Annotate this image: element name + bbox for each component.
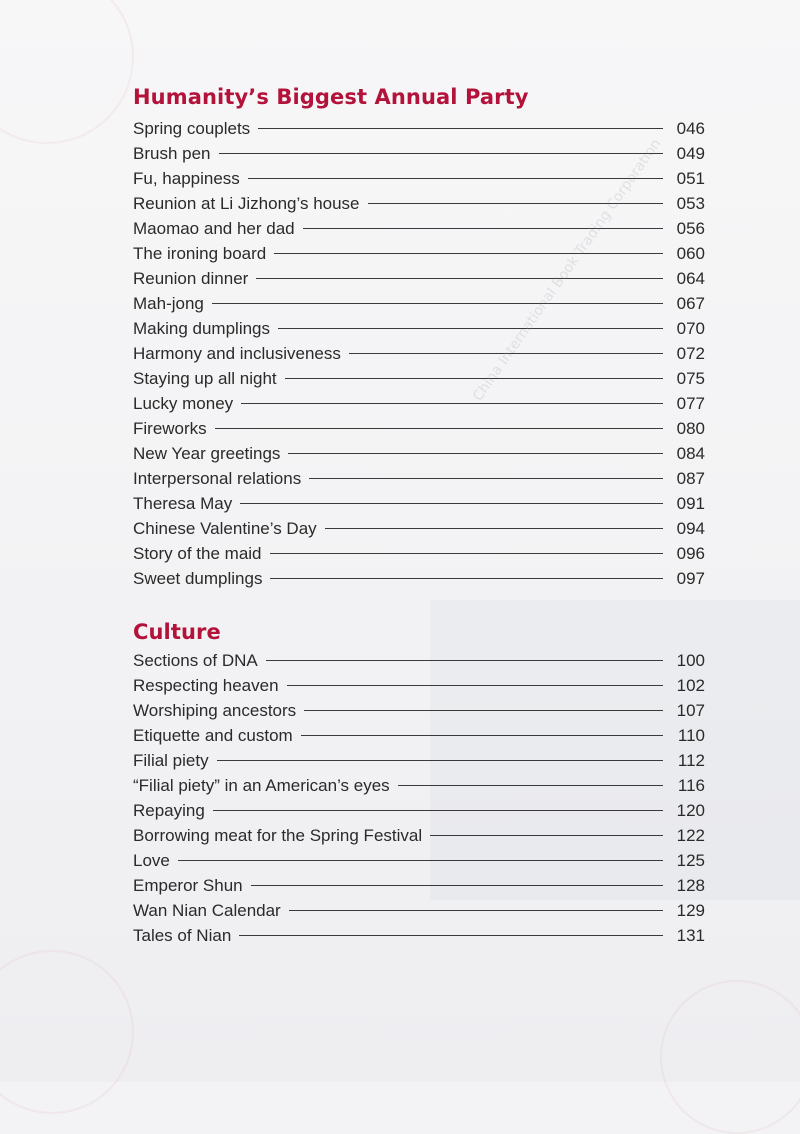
toc-entry-page: 094 — [676, 518, 705, 538]
leader-line — [213, 810, 663, 811]
toc-entry — [133, 898, 705, 923]
toc-entry-page: 110 — [677, 725, 705, 745]
toc-entry-label: Wan Nian Calendar — [133, 900, 281, 920]
leader-line — [303, 228, 663, 229]
toc-entry-page: 120 — [676, 800, 705, 820]
toc-entry-label: Tales of Nian — [133, 925, 232, 945]
section-title-party: Humanity’s Biggest Annual Party — [133, 85, 529, 109]
leader-line — [248, 178, 663, 179]
leader-line — [212, 303, 663, 304]
toc-entry-label: Borrowing meat for the Spring Festival — [133, 825, 423, 845]
toc-entry-page: 049 — [676, 143, 705, 163]
toc-entry-page: 053 — [676, 193, 705, 213]
toc-entry-label: Fireworks — [133, 418, 207, 438]
toc-entry — [133, 723, 705, 748]
toc-entry-label: Maomao and her dad — [133, 218, 295, 238]
toc-entry-label: Fu, happiness — [133, 168, 240, 188]
toc-entry-page: 072 — [676, 343, 705, 363]
toc-entry — [133, 541, 705, 566]
toc-entry-label: Chinese Valentine’s Day — [133, 518, 317, 538]
toc-entry-label: Making dumplings — [133, 318, 271, 338]
leader-line — [304, 710, 663, 711]
leader-line — [241, 403, 663, 404]
toc-entry-page: 084 — [676, 443, 705, 463]
toc-entry — [133, 516, 705, 541]
toc-entry — [133, 491, 705, 516]
leader-line — [266, 660, 663, 661]
toc-entry-page: 128 — [676, 875, 705, 895]
toc-entry-label: The ironing board — [133, 243, 267, 263]
toc-entry-label: Story of the maid — [133, 543, 262, 563]
toc-entry-label: Repaying — [133, 800, 205, 820]
leader-line — [215, 428, 663, 429]
watermark: China International Book Trading Corporation — [470, 136, 665, 405]
leader-line — [285, 378, 663, 379]
toc-entry — [133, 823, 705, 848]
leader-line — [309, 478, 663, 479]
leader-line — [398, 785, 663, 786]
toc-entry — [133, 748, 705, 773]
toc-entry-page: 112 — [677, 750, 705, 770]
toc-entry-label: Interpersonal relations — [133, 468, 302, 488]
leader-line — [287, 685, 663, 686]
toc-entry-label: Staying up all night — [133, 368, 277, 388]
toc-entry-page: 107 — [676, 700, 705, 720]
toc-entry — [133, 341, 705, 366]
toc-entry-page: 131 — [676, 925, 705, 945]
leader-line — [270, 578, 663, 579]
leader-line — [301, 735, 663, 736]
toc-entry-page: 080 — [676, 418, 705, 438]
toc-entry-page: 077 — [676, 393, 705, 413]
toc-entry-label: Emperor Shun — [133, 875, 243, 895]
toc-entry-page: 100 — [676, 650, 705, 670]
toc-entry-page: 046 — [676, 118, 705, 138]
leader-line — [274, 253, 663, 254]
toc-entry — [133, 773, 705, 798]
leader-line — [258, 128, 663, 129]
toc-entry — [133, 466, 705, 491]
toc-entry-label: Harmony and inclusiveness — [133, 343, 341, 363]
toc-entry-label: Spring couplets — [133, 118, 251, 138]
leader-line — [288, 453, 663, 454]
toc-entry-page: 125 — [676, 850, 705, 870]
toc-entry-page: 116 — [677, 775, 705, 795]
toc-entry-label: Filial piety — [133, 750, 209, 770]
toc-entry — [133, 441, 705, 466]
leader-line — [239, 935, 663, 936]
toc-entry-label: New Year greetings — [133, 443, 281, 463]
toc-entry — [133, 291, 705, 316]
leader-line — [217, 760, 663, 761]
toc-entry — [133, 873, 705, 898]
toc-list-culture — [133, 648, 705, 948]
toc-entry — [133, 116, 705, 141]
toc-entry-label: Theresa May — [133, 493, 233, 513]
toc-entry-label: Worshiping ancestors — [133, 700, 297, 720]
toc-entry-page: 097 — [676, 568, 705, 588]
toc-entry — [133, 416, 705, 441]
leader-line — [278, 328, 663, 329]
toc-entry — [133, 923, 705, 948]
toc-entry-label: Lucky money — [133, 393, 234, 413]
decorative-flourish — [0, 0, 134, 144]
toc-entry-page: 067 — [676, 293, 705, 313]
toc-entry-page: 122 — [676, 825, 705, 845]
toc-entry — [133, 848, 705, 873]
leader-line — [256, 278, 663, 279]
toc-entry-page: 096 — [676, 543, 705, 563]
toc-entry-label: Sweet dumplings — [133, 568, 263, 588]
leader-line — [219, 153, 664, 154]
toc-entry-page: 129 — [676, 900, 705, 920]
decorative-flourish — [0, 950, 134, 1114]
toc-entry-page: 091 — [676, 493, 705, 513]
leader-line — [430, 835, 663, 836]
toc-entry-label: Etiquette and custom — [133, 725, 293, 745]
toc-entry-page: 087 — [676, 468, 705, 488]
toc-entry — [133, 241, 705, 266]
leader-line — [178, 860, 663, 861]
toc-entry — [133, 698, 705, 723]
leader-line — [325, 528, 663, 529]
toc-entry-page: 102 — [676, 675, 705, 695]
leader-line — [289, 910, 663, 911]
toc-entry-label: Love — [133, 850, 170, 870]
toc-entry-page: 075 — [676, 368, 705, 388]
toc-entry — [133, 566, 705, 591]
toc-entry-label: Respecting heaven — [133, 675, 279, 695]
toc-entry-label: Reunion dinner — [133, 268, 249, 288]
toc-entry-label: Reunion at Li Jizhong’s house — [133, 193, 360, 213]
toc-entry — [133, 391, 705, 416]
leader-line — [270, 553, 663, 554]
leader-line — [240, 503, 663, 504]
toc-entry — [133, 798, 705, 823]
toc-entry — [133, 673, 705, 698]
toc-entry — [133, 216, 705, 241]
toc-entry-label: Mah-jong — [133, 293, 204, 313]
toc-entry-label: Sections of DNA — [133, 650, 258, 670]
toc-entry-page: 070 — [676, 318, 705, 338]
toc-entry — [133, 366, 705, 391]
leader-line — [251, 885, 663, 886]
toc-entry — [133, 648, 705, 673]
toc-entry-page: 060 — [676, 243, 705, 263]
toc-entry-label: Brush pen — [133, 143, 211, 163]
toc-entry-page: 064 — [676, 268, 705, 288]
decorative-flourish — [660, 980, 800, 1134]
section-title-culture: Culture — [133, 620, 221, 644]
toc-entry — [133, 316, 705, 341]
toc-entry — [133, 266, 705, 291]
toc-entry — [133, 141, 705, 166]
toc-entry-label: “Filial piety” in an American’s eyes — [133, 775, 390, 795]
toc-entry-page: 056 — [676, 218, 705, 238]
toc-entry-page: 051 — [676, 168, 705, 188]
